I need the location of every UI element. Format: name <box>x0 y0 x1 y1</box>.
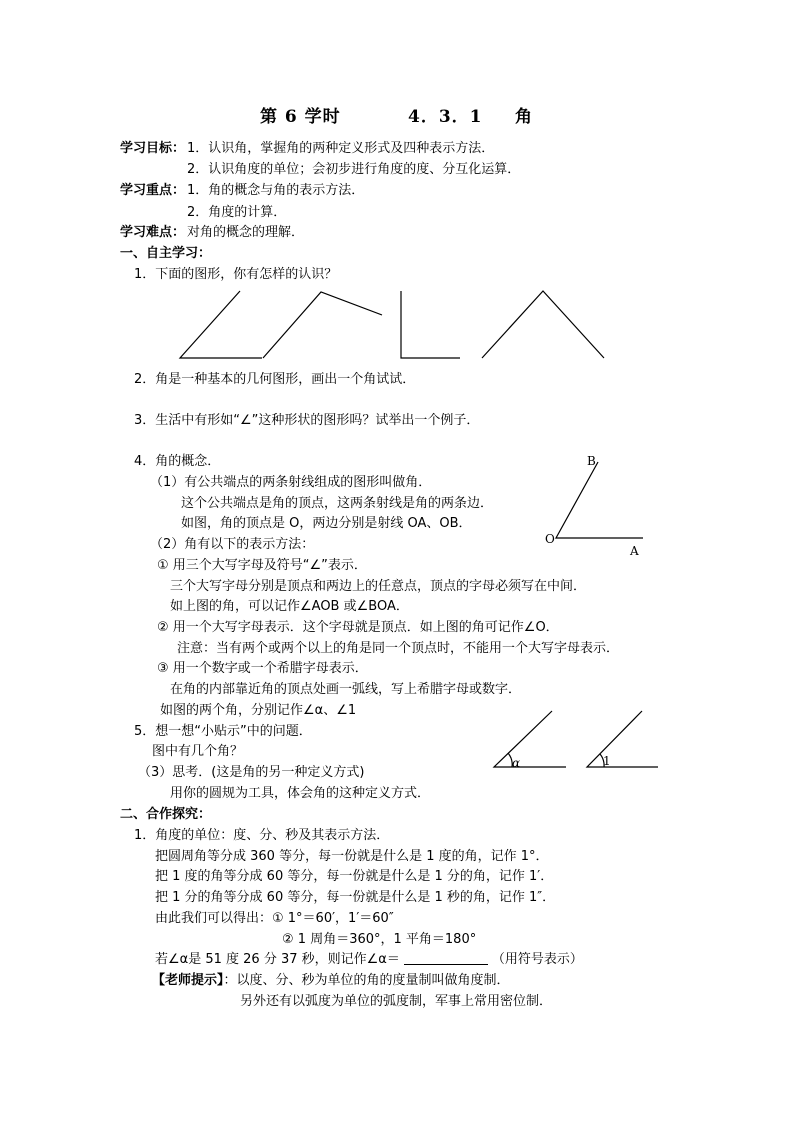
question-5: 5．想一想“小贴示”中的问题． <box>134 724 312 739</box>
unit-conversion-2: ② 1 周角＝360°，1 平角＝180° <box>282 932 477 947</box>
question-3: 3．生活中有形如“∠”这种形状的图形吗？试举出一个例子． <box>134 413 480 428</box>
difficulty-text: 对角的概念的理解． <box>187 225 305 240</box>
unit-degree: 把圆周角等分成 360 等分，每一份就是什么是 1 度的角，记作 1°． <box>155 849 549 864</box>
angle-shape-1 <box>180 291 262 358</box>
exercise-line <box>155 951 583 969</box>
method-3-detail: 在角的内部靠近角的顶点处画一弧线，写上希腊字母或数字． <box>170 682 522 697</box>
goal-item-1: 1．认识角，掌握角的两种定义形式及四种表示方法． <box>187 141 495 156</box>
key-point-2: 2．角度的计算． <box>187 205 287 220</box>
method-1-detail: 三个大写字母分别是顶点和两边上的任意点，顶点的字母必须写在中间． <box>170 579 587 594</box>
angle-shape-3 <box>401 291 460 358</box>
teacher-tip-label: 【老师提示】 <box>152 973 224 988</box>
section-number: 4．3．1 <box>408 107 483 127</box>
page-title: 角 <box>515 107 533 127</box>
concept-example: 如图，角的顶点是 O，两边分别是射线 OA、OB． <box>181 516 472 531</box>
label-one: 1 <box>603 754 611 768</box>
concept-definition: （1）有公共端点的两条射线组成的图形叫做角． <box>150 475 432 490</box>
method-3-example: 如图的两个角，分别记作∠α、∠1 <box>160 703 357 718</box>
angle-shape-4 <box>482 291 604 358</box>
angle-alpha-figure <box>494 711 566 767</box>
key-points-label: 学习重点： <box>120 183 186 198</box>
teacher-tip <box>152 972 510 990</box>
answer-blank[interactable] <box>404 951 488 965</box>
label-b: B <box>587 454 596 468</box>
label-a: A <box>630 544 639 558</box>
angle-shape-2 <box>263 292 382 358</box>
goal-item-2: 2．认识角度的单位；会初步进行角度的度、分互化运算． <box>187 162 521 177</box>
angle-one-figure <box>587 711 658 767</box>
unit-minute: 把 1 度的角等分成 60 等分，每一份就是什么是 1 分的角，记作 1′． <box>155 869 554 884</box>
question-1: 1．下面的图形，你有怎样的认识？ <box>134 267 338 282</box>
goals-label: 学习目标： <box>120 141 186 156</box>
method-2-note: 注意：当有两个或两个以上的角是同一个顶点时，不能用一个大写字母表示． <box>177 641 620 656</box>
method-2: ② 用一个大写字母表示．这个字母就是顶点．如上图的角可记作∠O． <box>157 620 559 635</box>
question-6-sub: 用你的圆规为工具，体会角的这种定义方式． <box>170 786 431 801</box>
method-3: ③ 用一个数字或一个希腊字母表示． <box>157 661 368 676</box>
label-o: O <box>545 532 555 546</box>
units-intro: 1．角度的单位：度、分、秒及其表示方法． <box>134 828 390 843</box>
teacher-tip-extra: 另外还有以弧度为单位的弧度制，军事上常用密位制． <box>240 994 553 1009</box>
unit-conversion-1: 由此我们可以得出：① 1°＝60′，1′＝60″ <box>155 911 394 926</box>
concept-vertex-sides: 这个公共端点是角的顶点，这两条射线是角的两条边． <box>181 496 494 511</box>
lesson-number: 第 6 学时 <box>260 107 341 127</box>
method-1: ① 用三个大写字母及符号“∠”表示． <box>157 558 367 573</box>
angle-aob-figure <box>556 462 643 538</box>
exercise-hint: （用符号表示） <box>491 952 583 967</box>
question-5-sub: 图中有几个角？ <box>152 744 244 759</box>
question-6: （3）思考．(这是角的另一种定义方式) <box>138 765 365 780</box>
key-point-1: 1．角的概念与角的表示方法． <box>187 183 365 198</box>
exercise-prompt: 若∠α是 51 度 26 分 37 秒，则记作∠α＝ <box>155 952 400 967</box>
notation-intro: （2）角有以下的表示方法： <box>150 537 315 552</box>
section2-heading: 二、合作探究： <box>120 807 212 822</box>
unit-second: 把 1 分的角等分成 60 等分，每一份就是什么是 1 秒的角，记作 1″． <box>155 890 556 905</box>
teacher-tip-text: ：以度、分、秒为单位的角的度量制叫做角度制． <box>223 973 510 988</box>
section1-heading: 一、自主学习： <box>120 246 212 261</box>
label-alpha: α <box>512 756 521 770</box>
difficulty-label: 学习难点： <box>120 225 186 240</box>
question-4: 4．角的概念． <box>134 454 221 469</box>
question-2: 2．角是一种基本的几何图形，画出一个角试试． <box>134 372 416 387</box>
method-1-example: 如上图的角，可以记作∠AOB 或∠BOA． <box>170 599 409 614</box>
